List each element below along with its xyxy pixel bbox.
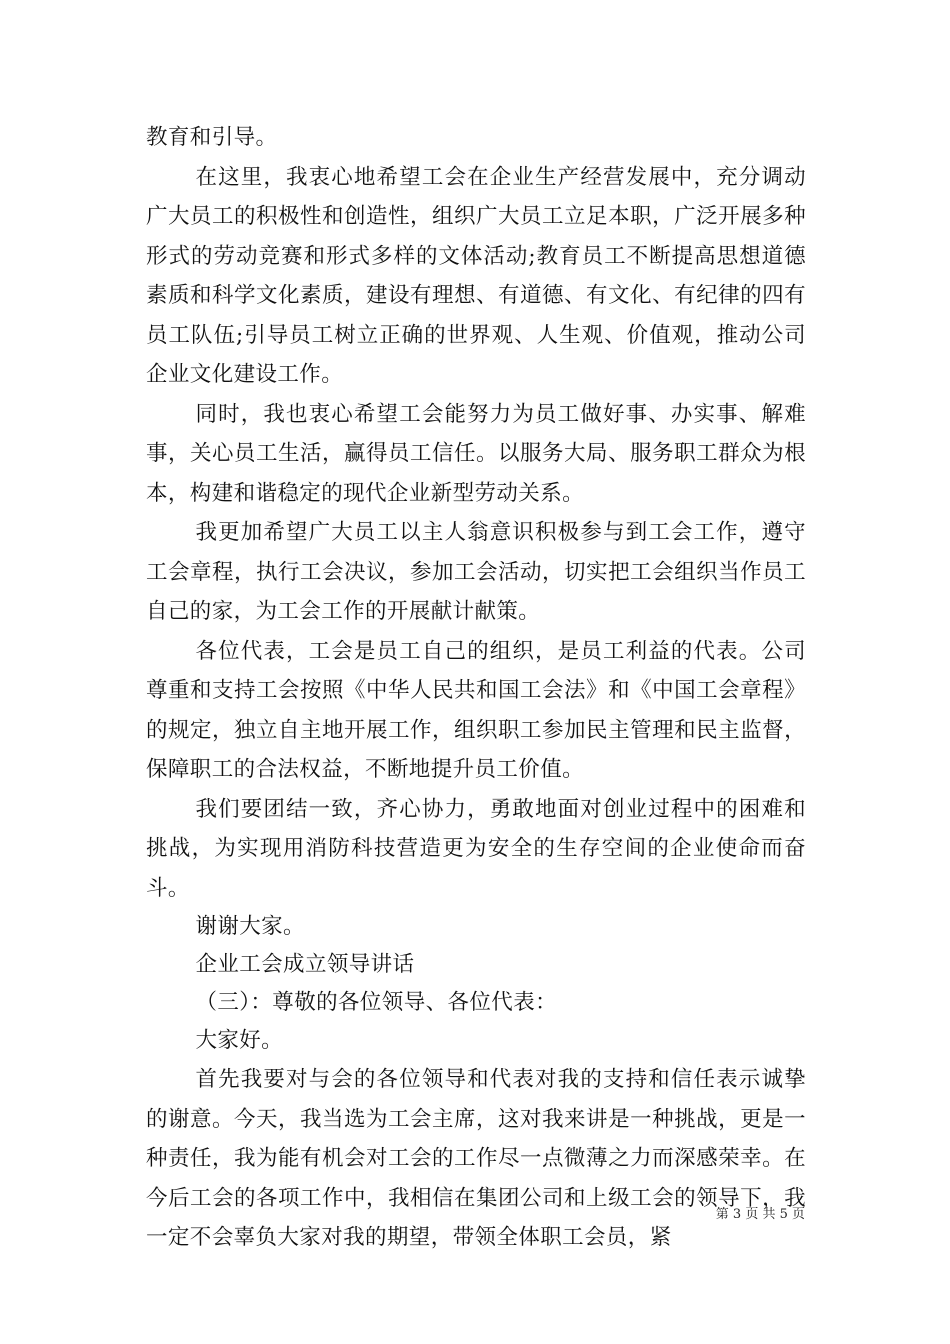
paragraph-unity: 我们要团结一致，齐心协力，勇敢地面对创业过程中的困难和挑战，为实现用消防科技营造更为安全的生存空间的企业使命而奋斗。 (146, 796, 806, 901)
document-body (146, 118, 806, 1258)
paragraph-union-role: 各位代表，工会是员工自己的组织，是员工利益的代表。公司尊重和支持工会按照《中华人民共和国工会法》和《中国工会章程》的规定，独立自主地开展工作，组织职工参加民主管理和民主监督，保障职工的合法权益，不断地提升员工价值。 (146, 638, 806, 782)
section-salutation: （三）：尊敬的各位领导、各位代表： (195, 990, 557, 1015)
paragraph-employee-participation: 我更加希望广大员工以主人翁意识积极参与到工会工作，遵守工会章程，执行工会决议，参加工会活动，切实把工会组织当作员工自己的家，为工会工作的开展献计献策。 (146, 520, 806, 624)
page-number-footer: 第 3 页 共 5 页 (715, 1207, 805, 1222)
paragraph-continuation: 教育和引导。 (146, 125, 278, 150)
paragraph-serve-employees: 同时，我也衷心希望工会能努力为员工做好事、办实事、解难事，关心员工生活，赢得员工信任。以服务大局、服务职工群众为根本，构建和谐稳定的现代企业新型劳动关系。 (146, 401, 806, 506)
paragraph-hope-union: 在这里，我衷心地希望工会在企业生产经营发展中，充分调动广大员工的积极性和创造性，组织广大员工立足本职，广泛开展多种形式的劳动竞赛和形式多样的文体活动;教育员工不断提高思想道德素质和科学文化素质，建设有理想、有道德、有文化、有纪律的四有员工队伍;引导员工树立正确的世界观、人生观、价值观，推动公司企业文化建设工作。 (146, 164, 806, 387)
greeting: 大家好。 (195, 1028, 284, 1053)
paragraph-acceptance-speech: 首先我要对与会的各位领导和代表对我的支持和信任表示诚挚的谢意。今天，我当选为工会主席，这对我来讲是一种挑战，更是一种责任，我为能有机会对工会的工作尽一点微薄之力而深感荣幸。在今后工会的各项工作中，我相信在集团公司和上级工会的领导下，我一定不会辜负大家对我的期望，带领全体职工会员，紧 (146, 1067, 806, 1250)
closing-thanks: 谢谢大家。 (195, 914, 305, 939)
section-title: 企业工会成立领导讲话 (195, 952, 415, 977)
